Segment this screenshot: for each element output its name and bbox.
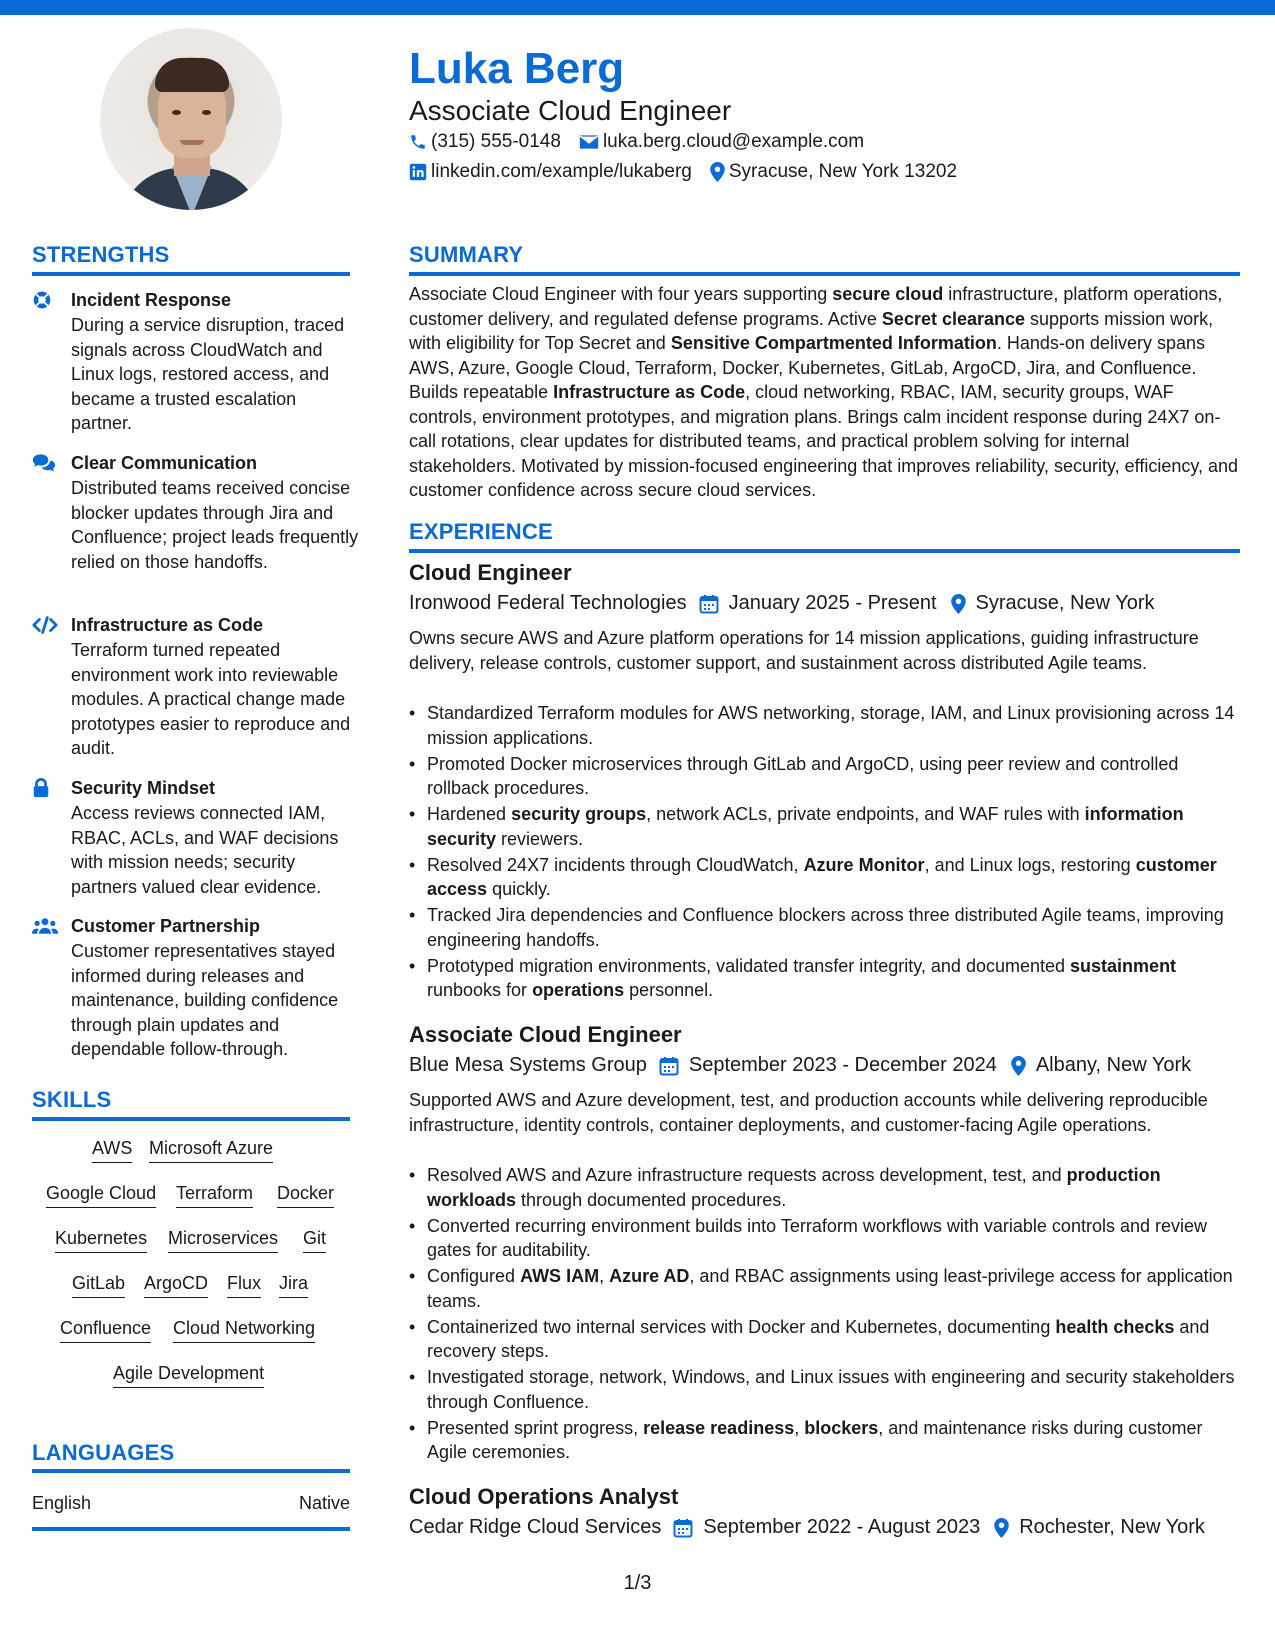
strengths-rule (32, 272, 350, 276)
strength-title: Infrastructure as Code (71, 615, 264, 635)
lock-icon (32, 778, 56, 800)
candidate-title: Associate Cloud Engineer (409, 95, 732, 126)
skill-tag: Confluence (60, 1316, 151, 1343)
skills-heading: SKILLS (32, 1087, 112, 1112)
skill-tag: Flux (227, 1271, 261, 1298)
code-icon (32, 615, 56, 637)
linkedin-icon (409, 163, 427, 181)
calendar-icon (673, 1518, 693, 1538)
job-location: Rochester, New York (1019, 1516, 1205, 1538)
job-dates: September 2023 - December 2024 (688, 1054, 997, 1076)
envelope-icon (579, 134, 599, 150)
skill-tag: GitLab (72, 1271, 125, 1298)
bullet-item: • Hardened security groups, network ACLs, private endpoints, and WAF rules with information security reviewers. (409, 802, 1239, 851)
map-pin-icon (1011, 1056, 1026, 1076)
job-meta (409, 1516, 1219, 1539)
job-dates-item (673, 1516, 980, 1539)
strength-title: Incident Response (71, 290, 232, 310)
summary-heading: SUMMARY (409, 242, 524, 267)
bullet-item: • Resolved 24X7 incidents through CloudWatch, Azure Monitor, and Linux logs, restoring customer access quickly. (409, 853, 1239, 902)
users-icon (32, 916, 56, 938)
bullet-item: • Containerized two internal services with Docker and Kubernetes, documenting health checks and recovery steps. (409, 1315, 1239, 1364)
job-title: Cloud Engineer (409, 560, 572, 585)
strengths-heading: STRENGTHS (32, 242, 170, 267)
job-meta (409, 1054, 1205, 1077)
job-dates: January 2025 - Present (728, 592, 937, 614)
bullet-item: • Investigated storage, network, Windows, and Linux issues with engineering and security stakeholders through Confluence. (409, 1365, 1239, 1414)
job-location-item (951, 592, 1155, 615)
calendar-icon (659, 1056, 679, 1076)
job-dates: September 2022 - August 2023 (703, 1516, 981, 1538)
contact-row-2 (409, 161, 975, 183)
language-level: Native (298, 1493, 350, 1513)
bullet-item: • Tracked Jira dependencies and Confluence blockers across three distributed Agile teams, improving engineering handoffs. (409, 903, 1239, 952)
job-company: Blue Mesa Systems Group (409, 1054, 647, 1076)
languages-heading: LANGUAGES (32, 1440, 175, 1465)
job-dates-item (699, 592, 937, 615)
job-location-item (994, 1516, 1205, 1539)
email-contact[interactable] (579, 131, 864, 153)
profile-photo (100, 28, 282, 210)
job-meta (409, 592, 1168, 615)
email-address[interactable]: luka.berg.cloud@example.com (602, 131, 865, 152)
job-title: Cloud Operations Analyst (409, 1484, 679, 1509)
bullet-item: • Presented sprint progress, release readiness, blockers, and maintenance risks during customer Agile ceremonies. (409, 1416, 1239, 1465)
skill-tag: Microservices (168, 1226, 278, 1253)
map-pin-icon (710, 162, 725, 182)
map-pin-icon (951, 594, 966, 614)
language-row (32, 1493, 350, 1514)
job-company: Cedar Ridge Cloud Services (409, 1516, 662, 1538)
strength-title: Customer Partnership (71, 916, 261, 936)
skill-tag: Agile Development (113, 1361, 264, 1388)
skill-tag: AWS (92, 1136, 132, 1163)
skill-tag: Docker (277, 1181, 334, 1208)
phone-contact (409, 131, 561, 153)
bullet-item: • Converted recurring environment builds into Terraform workflows with variable controls and review gates for auditability. (409, 1214, 1239, 1263)
job-description: Supported AWS and Azure development, test, and production accounts while delivering reproducible infrastructure, identity controls, container deployments, and customer-facing Agile operations. (409, 1090, 1208, 1135)
bullet-item: • Resolved AWS and Azure infrastructure requests across development, test, and production workloads through documented procedures. (409, 1163, 1239, 1212)
strength-title: Security Mindset (71, 778, 216, 798)
candidate-name: Luka Berg (409, 44, 625, 93)
skill-tag: Microsoft Azure (149, 1136, 273, 1163)
experience-rule (409, 549, 1240, 553)
skill-tag: Git (303, 1226, 326, 1253)
page-number: 1/3 (623, 1572, 652, 1594)
skill-tag: Google Cloud (46, 1181, 156, 1208)
job-dates-item (659, 1054, 997, 1077)
linkedin-contact[interactable] (409, 161, 692, 183)
strength-description: Distributed teams received concise blocker updates through Jira and Confluence; project leads frequently relied on those handoffs. (71, 478, 359, 572)
language-level-bar (32, 1527, 350, 1531)
job-company: Ironwood Federal Technologies (409, 592, 687, 614)
languages-rule (32, 1469, 350, 1473)
job-location-item (1011, 1054, 1191, 1077)
location-contact (710, 161, 957, 183)
strength-description: Terraform turned repeated environment work into reviewable modules. A practical change made prototypes easier to reproduce and audit. (71, 640, 351, 758)
experience-heading: EXPERIENCE (409, 519, 553, 544)
language-name: English (32, 1493, 92, 1513)
linkedin-url[interactable]: linkedin.com/example/lukaberg (431, 161, 692, 182)
map-pin-icon (994, 1518, 1009, 1538)
comments-icon (32, 453, 56, 475)
job-location: Albany, New York (1035, 1054, 1192, 1076)
top-accent-bar (0, 0, 1275, 15)
job-title: Associate Cloud Engineer (409, 1022, 682, 1047)
job-location: Syracuse, New York (975, 592, 1155, 614)
bullet-item: • Promoted Docker microservices through GitLab and ArgoCD, using peer review and controlled rollback procedures. (409, 752, 1239, 801)
job-description: Owns secure AWS and Azure platform operations for 14 mission applications, guiding infrastructure delivery, release controls, customer support, and sustainment across distributed Agile teams. (409, 628, 1199, 673)
strength-description: During a service disruption, traced signals across CloudWatch and Linux logs, restored access, and became a trusted escalation partner. (71, 315, 345, 433)
skill-tag: Terraform (176, 1181, 253, 1208)
summary-text: Associate Cloud Engineer with four years supporting secure cloud infrastructure, platform operations, customer delivery, and regulated defense programs. Active Secret clearance supports mission work, with eligibility for Top Secret and Sensitive Compartmented Information. Hands-on delivery spans AWS, Azure, Google Cloud, Terraform, Docker, Kubernetes, GitLab, ArgoCD, Jira, and Confluence. Builds repeatable Infrastructure as Code, cloud networking, RBAC, IAM, security groups, WAF controls, environment prototypes, and migration plans. Brings calm incident response during 24X7 on-call rotations, clear updates for distributed teams, and practical problem solving for internal stakeholders. Motivated by mission-focused engineering that improves reliability, security, efficiency, and customer confidence across secure cloud services. (409, 284, 1239, 500)
phone-number: (315) 555-0148 (431, 131, 561, 152)
skill-tag: ArgoCD (144, 1271, 208, 1298)
skill-tag: Jira (279, 1271, 308, 1298)
bullet-item: • Configured AWS IAM, Azure AD, and RBAC assignments using least-privilege access for application teams. (409, 1264, 1239, 1313)
job-bullets (409, 701, 1239, 1004)
strength-title: Clear Communication (71, 453, 258, 473)
calendar-icon (699, 594, 719, 614)
skills-rule (32, 1117, 350, 1121)
skill-tag: Kubernetes (55, 1226, 147, 1253)
life-ring-icon (32, 290, 56, 312)
contact-row-1 (409, 131, 882, 153)
bullet-item: • Standardized Terraform modules for AWS networking, storage, IAM, and Linux provisioning across 14 mission applications. (409, 701, 1239, 750)
location-text: Syracuse, New York 13202 (728, 161, 958, 182)
summary-rule (409, 272, 1240, 276)
phone-icon (409, 133, 427, 151)
strength-description: Customer representatives stayed informed during releases and maintenance, building confidence through plain updates and dependable follow-through. (71, 941, 339, 1059)
skill-tag: Cloud Networking (173, 1316, 315, 1343)
job-bullets (409, 1163, 1239, 1466)
strength-description: Access reviews connected IAM, RBAC, ACLs, and WAF decisions with mission needs; security partners valued clear evidence. (71, 803, 339, 897)
bullet-item: • Prototyped migration environments, validated transfer integrity, and documented sustainment runbooks for operations personnel. (409, 954, 1239, 1003)
